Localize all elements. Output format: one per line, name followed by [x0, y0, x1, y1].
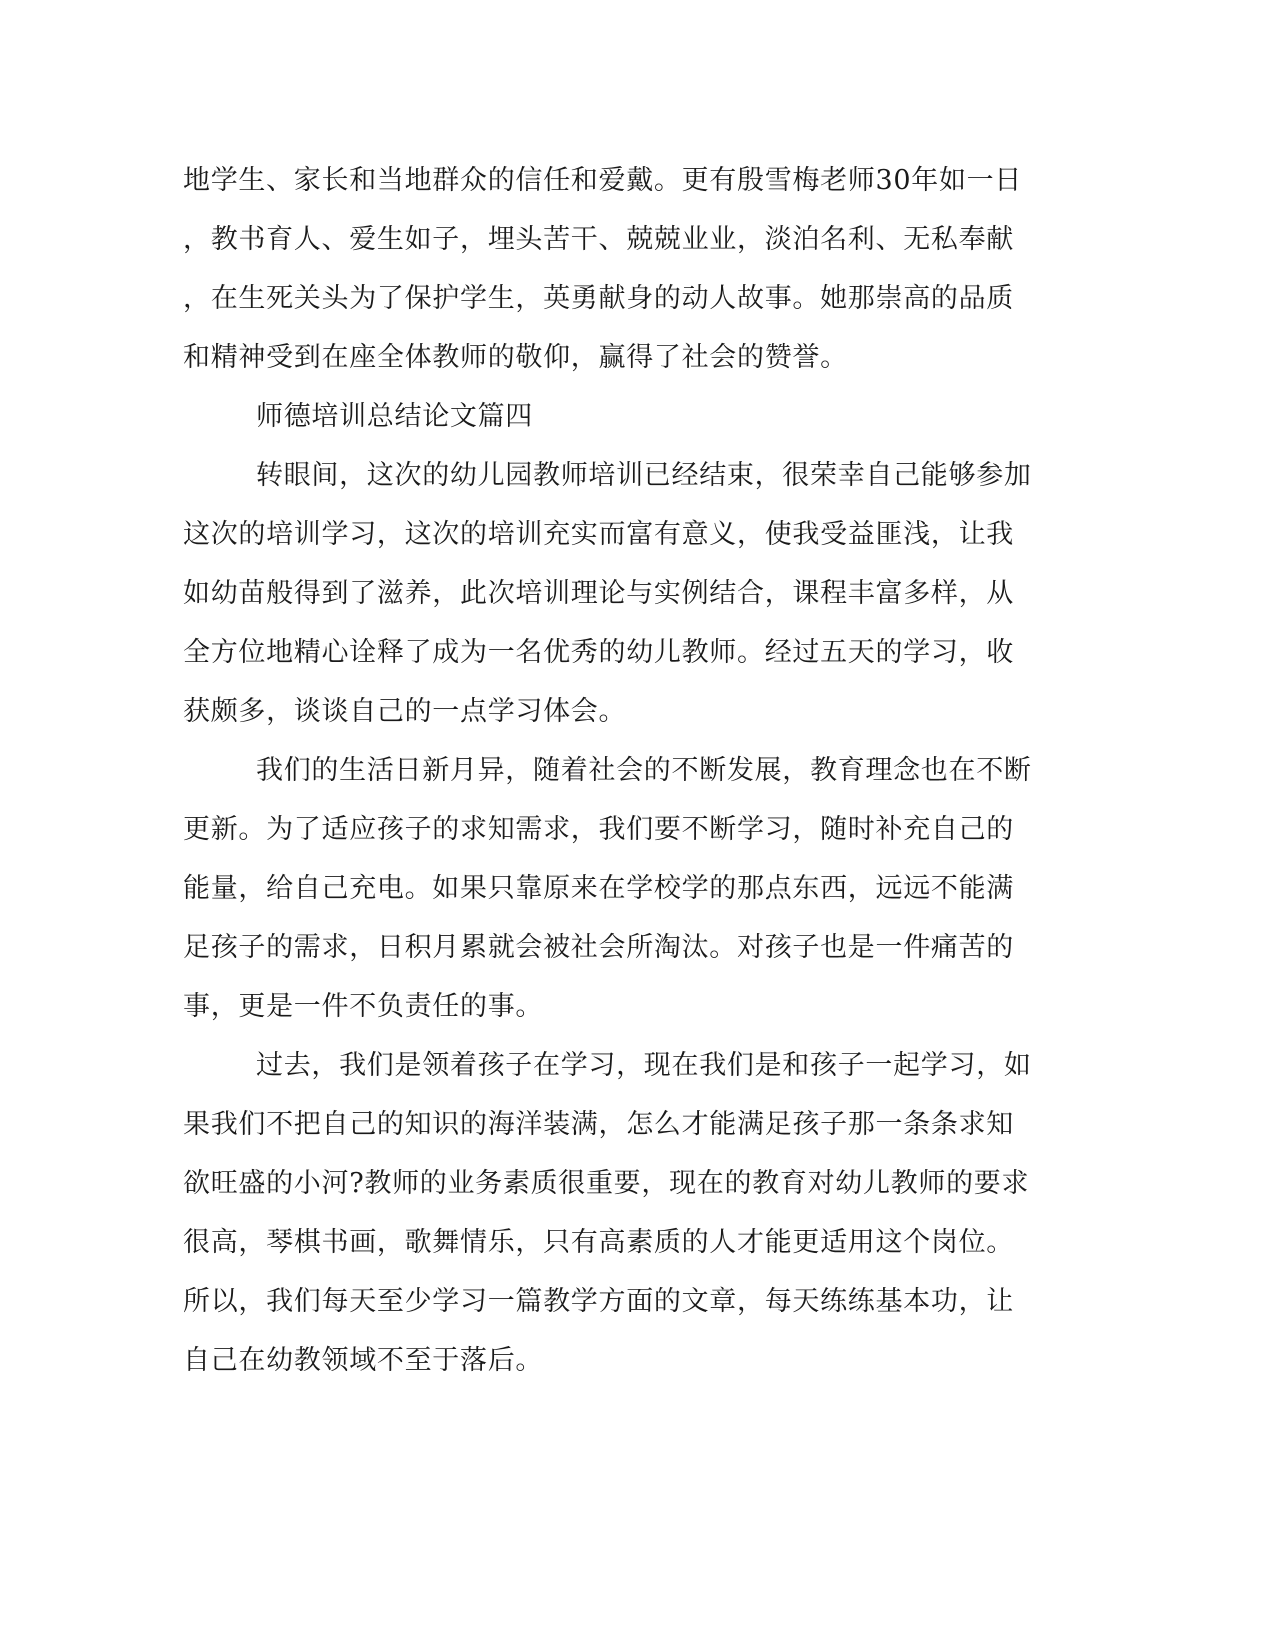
- paragraph-line: 转眼间，这次的幼儿园教师培训已经结束，很荣幸自己能够参加: [256, 460, 1032, 491]
- paragraph-line: 所以，我们每天至少学习一篇教学方面的文章，每天练练基本功，让: [183, 1286, 1014, 1317]
- paragraph-line: 足孩子的需求，日积月累就会被社会所淘汰。对孩子也是一件痛苦的: [183, 932, 1014, 963]
- paragraph-line: 地学生、家长和当地群众的信任和爱戴。更有殷雪梅老师30年如一日: [183, 165, 1023, 196]
- paragraph-line: 这次的培训学习，这次的培训充实而富有意义，使我受益匪浅，让我: [183, 519, 1014, 550]
- paragraph-line: 欲旺盛的小河?教师的业务素质很重要，现在的教育对幼儿教师的要求: [183, 1168, 1030, 1199]
- paragraph-line: 能量，给自己充电。如果只靠原来在学校学的那点东西，远远不能满: [183, 873, 1014, 904]
- paragraph-line: 如幼苗般得到了滋养，此次培训理论与实例结合，课程丰富多样，从: [183, 578, 1014, 609]
- paragraph-line: 获颇多，谈谈自己的一点学习体会。: [183, 696, 627, 727]
- paragraph-line: 我们的生活日新月异，随着社会的不断发展，教育理念也在不断: [256, 755, 1032, 786]
- paragraph-line: 更新。为了适应孩子的求知需求，我们要不断学习，随时补充自己的: [183, 814, 1014, 845]
- paragraph-line: ，教书育人、爱生如子，埋头苦干、兢兢业业，淡泊名利、无私奉献: [183, 224, 1014, 255]
- paragraph-line: 很高，琴棋书画，歌舞情乐，只有高素质的人才能更适用这个岗位。: [183, 1227, 1014, 1258]
- paragraph-line: ，在生死关头为了保护学生，英勇献身的动人故事。她那崇高的品质: [183, 283, 1014, 314]
- paragraph-line: 自己在幼教领域不至于落后。: [183, 1345, 544, 1376]
- paragraph-line: 过去，我们是领着孩子在学习，现在我们是和孩子一起学习，如: [256, 1050, 1032, 1081]
- paragraph-line: 和精神受到在座全体教师的敬仰，赢得了社会的赞誉。: [183, 342, 848, 373]
- paragraph-line: 全方位地精心诠释了成为一名优秀的幼儿教师。经过五天的学习，收: [183, 637, 1014, 668]
- paragraph-line: 事，更是一件不负责任的事。: [183, 991, 544, 1022]
- section-heading: 师德培训总结论文篇四: [256, 401, 533, 432]
- paragraph-line: 果我们不把自己的知识的海洋装满，怎么才能满足孩子那一条条求知: [183, 1109, 1014, 1140]
